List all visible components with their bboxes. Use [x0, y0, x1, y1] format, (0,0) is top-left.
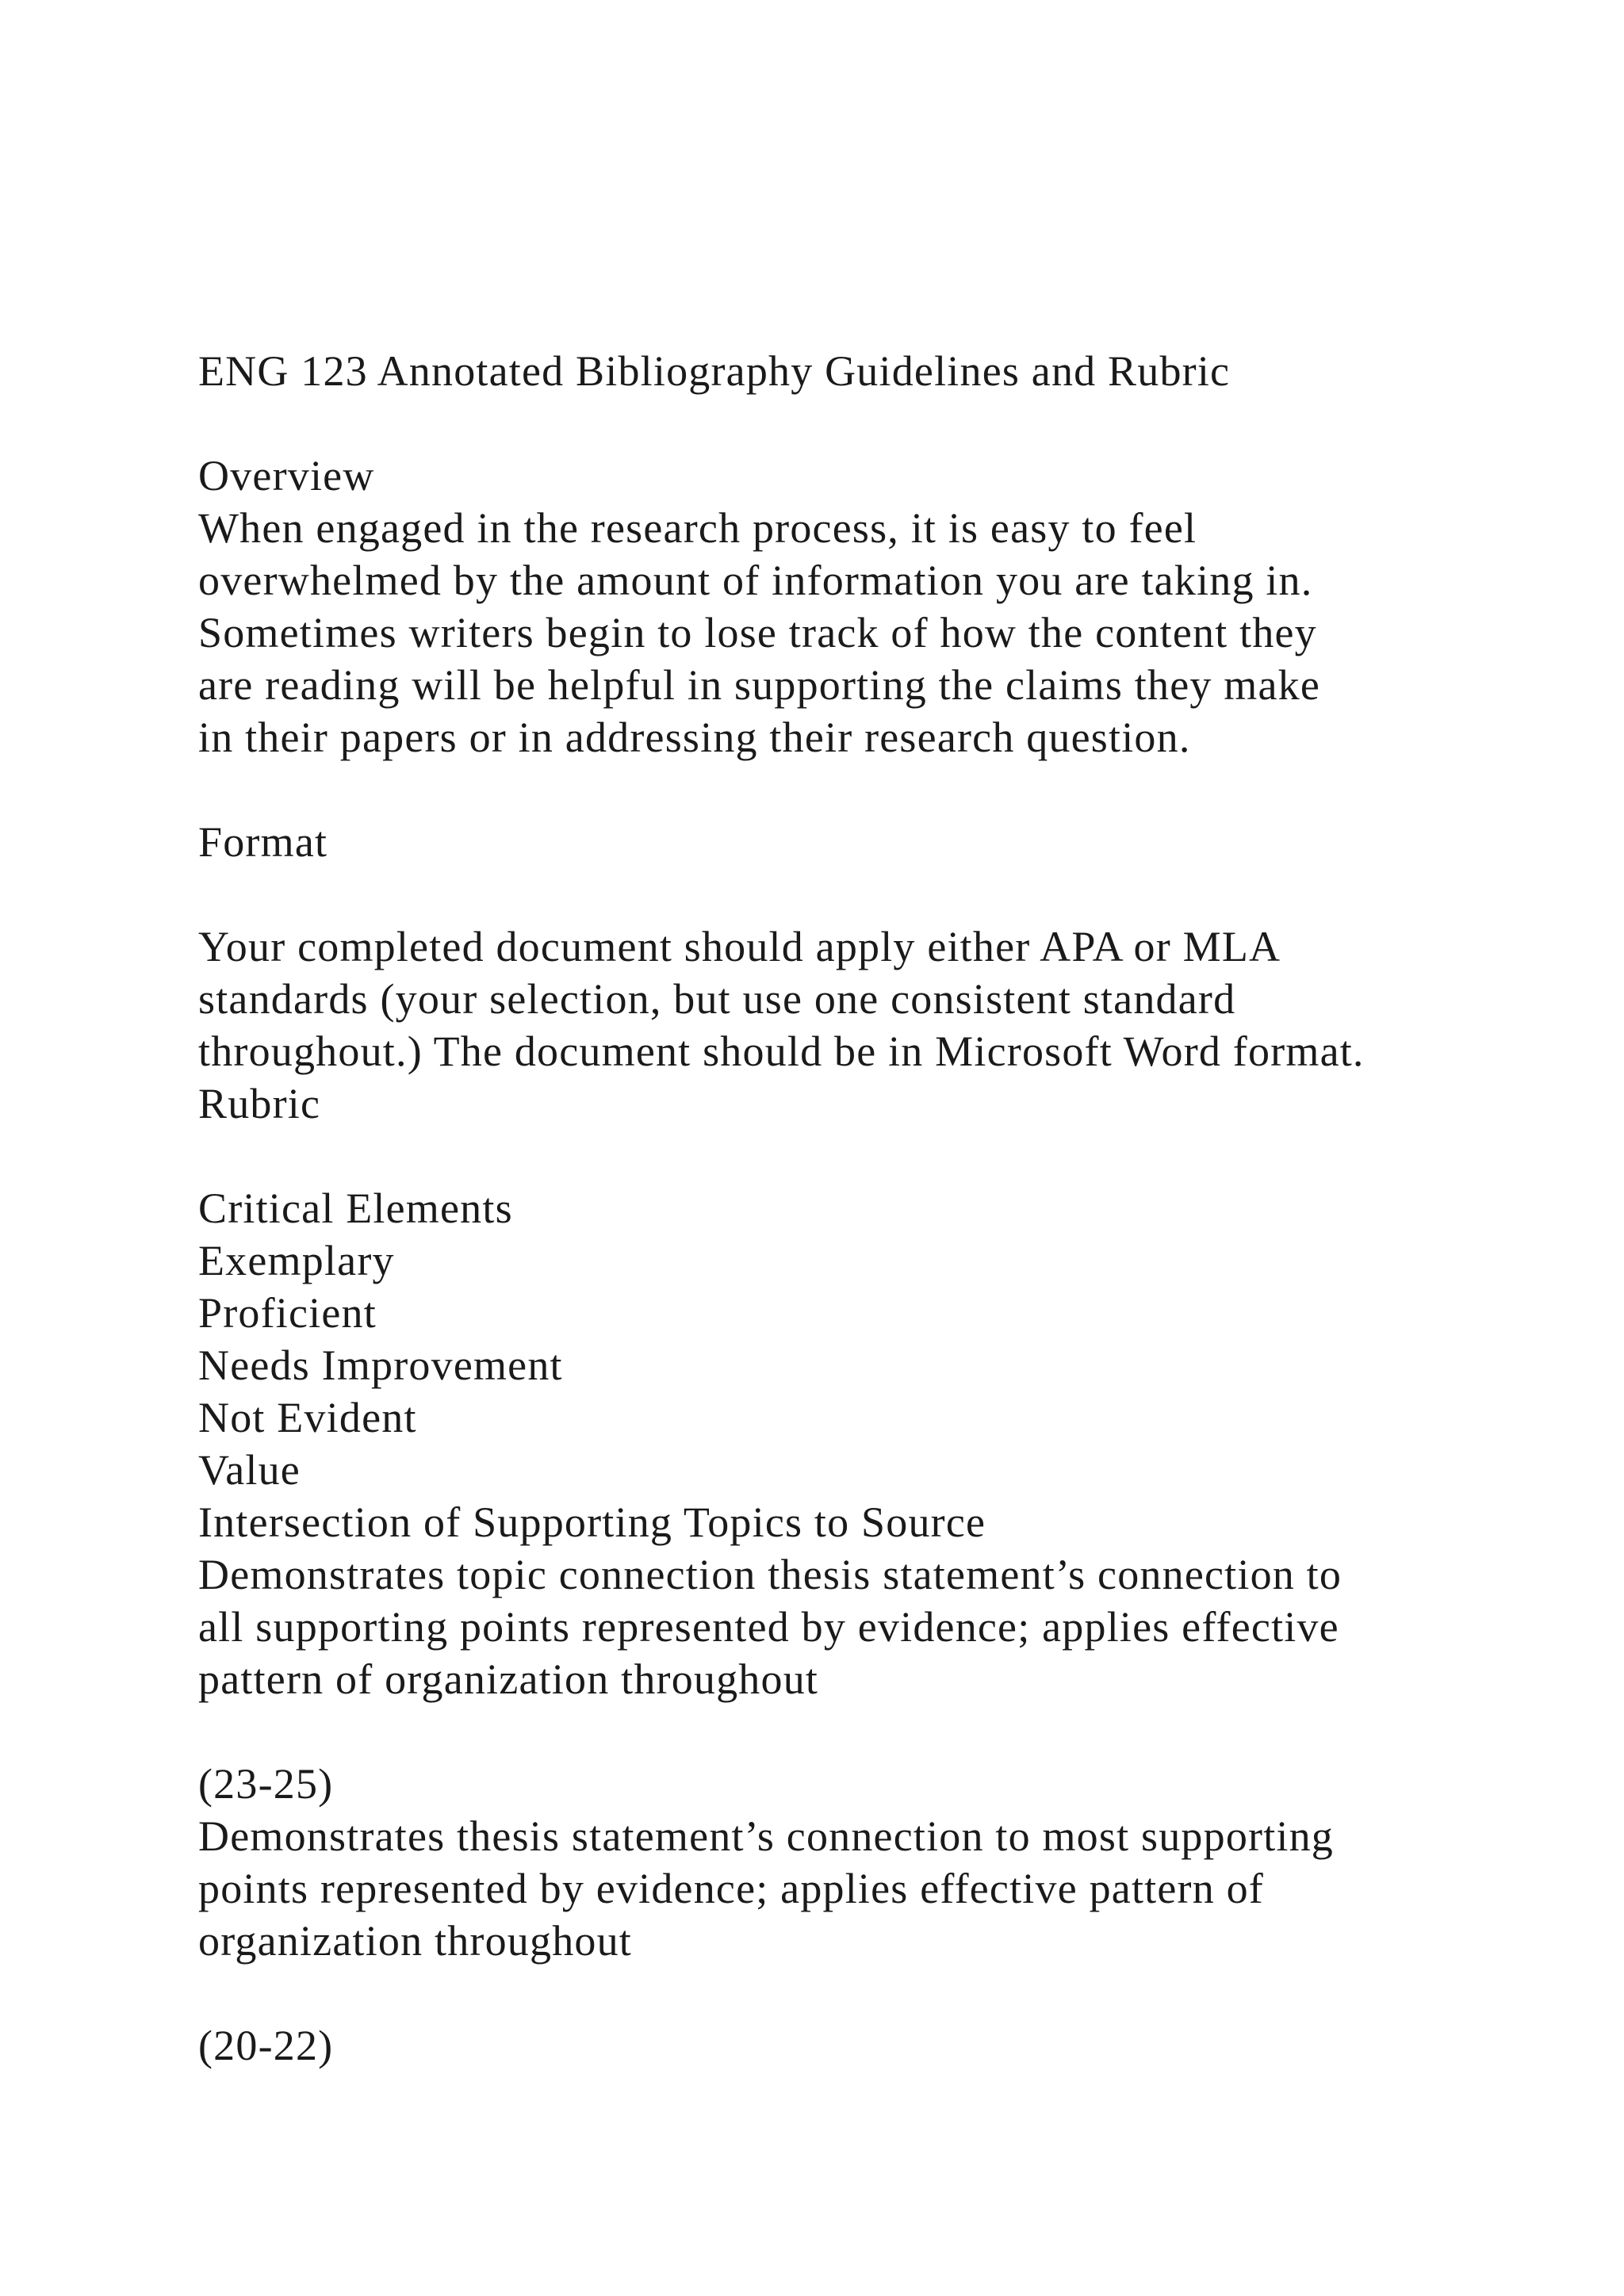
document-page [198, 345, 1546, 2072]
spacer [198, 1130, 1546, 1182]
rubric-row-title: Intersection of Supporting Topics to Source [198, 1498, 986, 1546]
rubric-column-exemplary: Exemplary [198, 1237, 395, 1284]
overview-heading: Overview [198, 452, 375, 499]
format-line: Your completed document should apply either APA or MLA [198, 923, 1281, 970]
proficient-text-line: Demonstrates thesis statement’s connection to most supporting [198, 1812, 1335, 1860]
spacer [198, 1705, 1546, 1758]
rubric-column-value: Value [198, 1446, 301, 1494]
spacer [198, 763, 1546, 816]
overview-line: Sometimes writers begin to lose track of how the content they [198, 609, 1317, 656]
rubric-column-proficient: Proficient [198, 1289, 377, 1337]
rubric-column-not-evident: Not Evident [198, 1394, 417, 1441]
spacer [198, 868, 1546, 920]
overview-line: overwhelmed by the amount of information you are taking in. [198, 557, 1313, 604]
spacer [198, 1967, 1546, 2019]
proficient-text-line: points represented by evidence; applies effective pattern of [198, 1865, 1264, 1912]
overview-line: are reading will be helpful in supporting the claims they make [198, 661, 1321, 709]
format-heading: Format [198, 818, 328, 866]
format-line: throughout.) The document should be in Microsoft Word format. [198, 1027, 1365, 1075]
rubric-heading: Rubric [198, 1080, 321, 1127]
exemplary-text-line: all supporting points represented by evidence; applies effective [198, 1603, 1339, 1651]
proficient-text-line: organization throughout [198, 1917, 633, 1965]
exemplary-text-line: Demonstrates topic connection thesis statement’s connection to [198, 1551, 1342, 1598]
exemplary-text-line: pattern of organization throughout [198, 1655, 819, 1703]
rubric-column-critical-elements: Critical Elements [198, 1184, 513, 1232]
exemplary-points: (23-25) [198, 1760, 334, 1808]
format-line: standards (your selection, but use one consistent standard [198, 975, 1236, 1023]
overview-line: in their papers or in addressing their research question. [198, 714, 1191, 761]
proficient-points: (20-22) [198, 2022, 334, 2069]
spacer [198, 397, 1546, 450]
document-title: ENG 123 Annotated Bibliography Guidelines and Rubric [198, 347, 1231, 395]
rubric-column-needs-improvement: Needs Improvement [198, 1341, 563, 1389]
overview-line: When engaged in the research process, it is easy to feel [198, 504, 1197, 552]
